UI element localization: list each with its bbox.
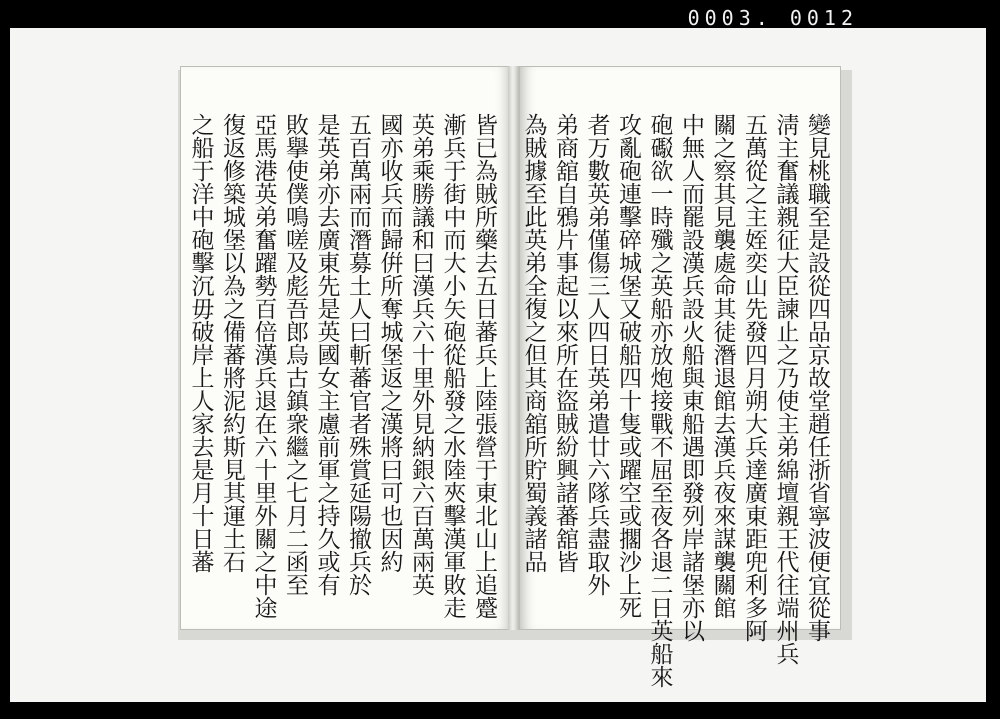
right-page-column: 關之察其見襲處命其徒潛退館去漢兵夜來謀襲關館	[709, 113, 736, 619]
right-page-column: 砲礟欲一時殲之英船亦放炮接戰不屈至夜各退二日英船來	[646, 113, 673, 688]
right-page-column: 變見桃職至是設從四品京故堂趙任浙省寧波便宜從事	[804, 113, 830, 642]
right-page-column: 中無人而罷設漢兵設火船與東船遇即發列岸諸堡亦以	[678, 113, 704, 642]
left-page-column: 漸兵于街中而大小矢砲從船發之水陸夾擊漢軍敗走	[439, 113, 466, 619]
left-page-column: 五百萬兩而潛募土人曰斬蕃官者殊賞延陽撤兵於	[345, 113, 371, 596]
film-frame-number: 0003. 0012	[687, 6, 858, 30]
right-page-column: 攻亂砲連擊碎城堡又破船四十隻或躍空或擱沙上死	[615, 113, 641, 619]
right-page-column: 五萬從之主姪奕山先發四月朔大兵達廣東距兜利多阿	[741, 113, 767, 642]
left-page-text	[184, 113, 499, 619]
right-page-column: 淸主奮議親征大臣諫止之乃使主弟綿壇親王代往端州兵	[772, 113, 799, 665]
left-page-column: 英弟乘勝議和曰漢兵六十里外見納銀六百萬兩英	[408, 113, 434, 596]
left-page-column: 國亦收兵而歸倂所奪城堡返之漢將曰可也因約	[376, 113, 403, 573]
right-page-column: 為賊據至此英弟全復之但其商舘所貯蜀義諸品	[520, 113, 547, 573]
right-page-text	[517, 113, 832, 688]
left-page-column: 復返修築城堡以為之備蕃將泥約斯見其運土石	[219, 113, 245, 573]
right-page	[519, 66, 841, 688]
left-page-column: 敗擧使僕鳴嗟及彪吾郎烏古鎮衆繼之七月二函至	[282, 113, 308, 596]
left-page	[180, 66, 510, 630]
left-page-column: 之船于洋中砲擊沉毋破岸上人家去是月十日蕃	[187, 113, 214, 573]
left-page-column: 是英弟亦去廣東先是英國女主慮前軍之持久或有	[313, 113, 340, 596]
open-book	[174, 66, 852, 688]
left-page-column: 皆已為賊所藥去五日蕃兵上陸張營于東北山上追蹙	[471, 113, 497, 619]
right-page-column: 者万數英弟僅傷三人四日英弟遣廿六隊兵盡取外	[583, 113, 610, 596]
right-page-column: 弟商舘自鴉片事起以來所在盜賊紛興諸蕃舘皆	[552, 113, 578, 573]
left-page-column: 亞馬港英弟奮躍勢百倍漢兵退在六十里外關之中途	[250, 113, 277, 619]
